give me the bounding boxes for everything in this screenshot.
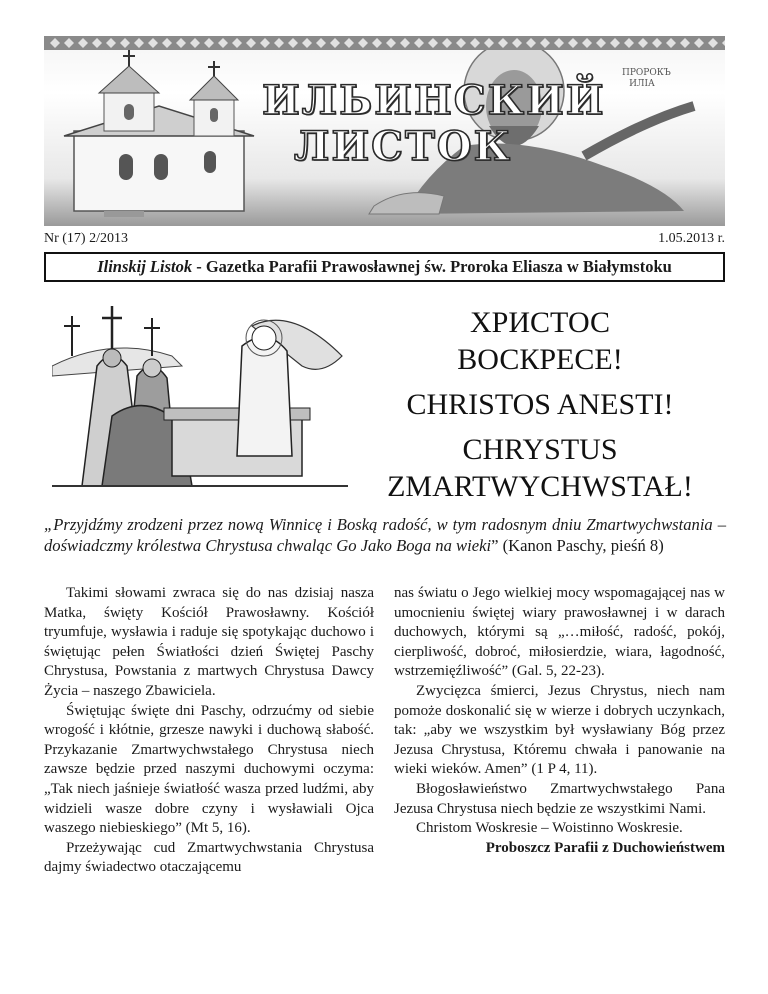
masthead-line-2: ЛИСТОК <box>294 123 512 170</box>
issue-row <box>44 231 725 249</box>
masthead-title <box>262 77 606 170</box>
icon-caption-bottom: ИЛІА <box>629 79 655 89</box>
article-paragraph: Zwycięzca śmierci, Jezus Chrystus, niech nam pomoże doskonalić się w wierze i dobrych uczynkach, tak: „aby we wszystkim był wysławiany Bóg przez Jezusa Chrystusa, Któremu chwała i panowanie na wieki wieków. Amen” (1 P 4, 11). <box>394 682 725 778</box>
greeting-line-2: ВОСКРЕСЕ! <box>457 343 623 376</box>
paschal-greeting <box>354 304 726 505</box>
article-paragraph: Błogosławieństwo Zmartwychwstałego Pana Jezusa Chrystusa niech będzie ze wszystkimi Nami. <box>394 780 725 817</box>
newsletter-title <box>44 252 725 282</box>
masthead-line-1: ИЛЬИНСКИЙ <box>262 77 606 124</box>
article-paragraph: nas światu o Jego wielkiej mocy wspomagającej nas w umocnieniu świętej wiary prawosławnej i w darach duchowych, którymi są „…miłość, radość, pokój, cierpliwość, dobroć, miłosierdzie, wiara, łagodność, wstrzemięźliwość” (Gal. 5, 22-23). <box>394 585 725 680</box>
quote-text: „Przyjdźmy zrodzeni przez nową Winnicę i Boską radość, w tym radosnym dniu Zmartwychwstania – doświadczmy królestwa Chrystusa chwaląc Go Jako Boga na wieki <box>44 515 726 555</box>
icon-caption-top: ПРОРОКЪ <box>622 68 671 78</box>
resurrection-engraving <box>52 296 348 492</box>
newsletter-title-rest: - Gazetka Parafii Prawosławnej św. Proroka Eliasza w Białymstoku <box>192 257 672 276</box>
icon-caption <box>622 68 671 90</box>
article-paragraph: Świętując święte dni Paschy, odrzućmy od siebie wrogość i kłótnie, grzesze nawyki i duchową słabość. Przykazanie Zmartwychwstałego Chrystusa niech zawsze będzie przed naszymi duchowymi oczyma: „Tak niech jaśnieje światłość wasza przed ludźmi, aby widzieli wasze dobre czyny i wysławiali Ojca waszego niebieskiego” (Mt 5, 16). <box>44 702 374 837</box>
greeting-line-1: ХРИСТОС <box>470 306 610 339</box>
article-column-right <box>394 584 725 858</box>
quote-source: ” (Kanon Paschy, pieśń 8) <box>491 536 664 555</box>
greeting-line-4: CHRYSTUS <box>462 433 618 466</box>
ornament-border <box>44 36 725 50</box>
greeting-line-3: CHRISTOS ANESTI! <box>406 388 674 421</box>
article-signature: Proboszcz Parafii z Duchowieństwem <box>485 839 725 856</box>
issue-number: Nr (17) 2/2013 <box>44 231 128 246</box>
article-paragraph: Przeżywając cud Zmartwychwstania Chrystusa dajmy świadectwo otaczającemu <box>44 839 374 876</box>
issue-date: 1.05.2013 r. <box>658 231 725 246</box>
church-icon <box>64 50 254 217</box>
article-paragraph: Christom Woskresie – Woistinno Woskresie. <box>416 820 683 837</box>
masthead-banner <box>44 36 725 226</box>
greeting-line-5: ZMARTWYCHWSTAŁ! <box>387 470 693 503</box>
newsletter-title-italic: Ilinskij Listok <box>97 257 193 276</box>
myrrhbearers-at-tomb-icon <box>52 296 348 492</box>
canon-quote <box>44 514 726 556</box>
article-paragraph: Takimi słowami zwraca się do nas dzisiaj nasza Matka, święty Kościół Prawosławny. Kościół tryumfuje, wysławia i raduje się spotykając duchowo i świętując pełen Światłości dzień Świętej Paschy Chrystusa, Powstania z martwych Chrystusa Dawcy Życia – naszego Zbawiciela. <box>44 585 374 699</box>
article-column-left <box>44 584 374 878</box>
